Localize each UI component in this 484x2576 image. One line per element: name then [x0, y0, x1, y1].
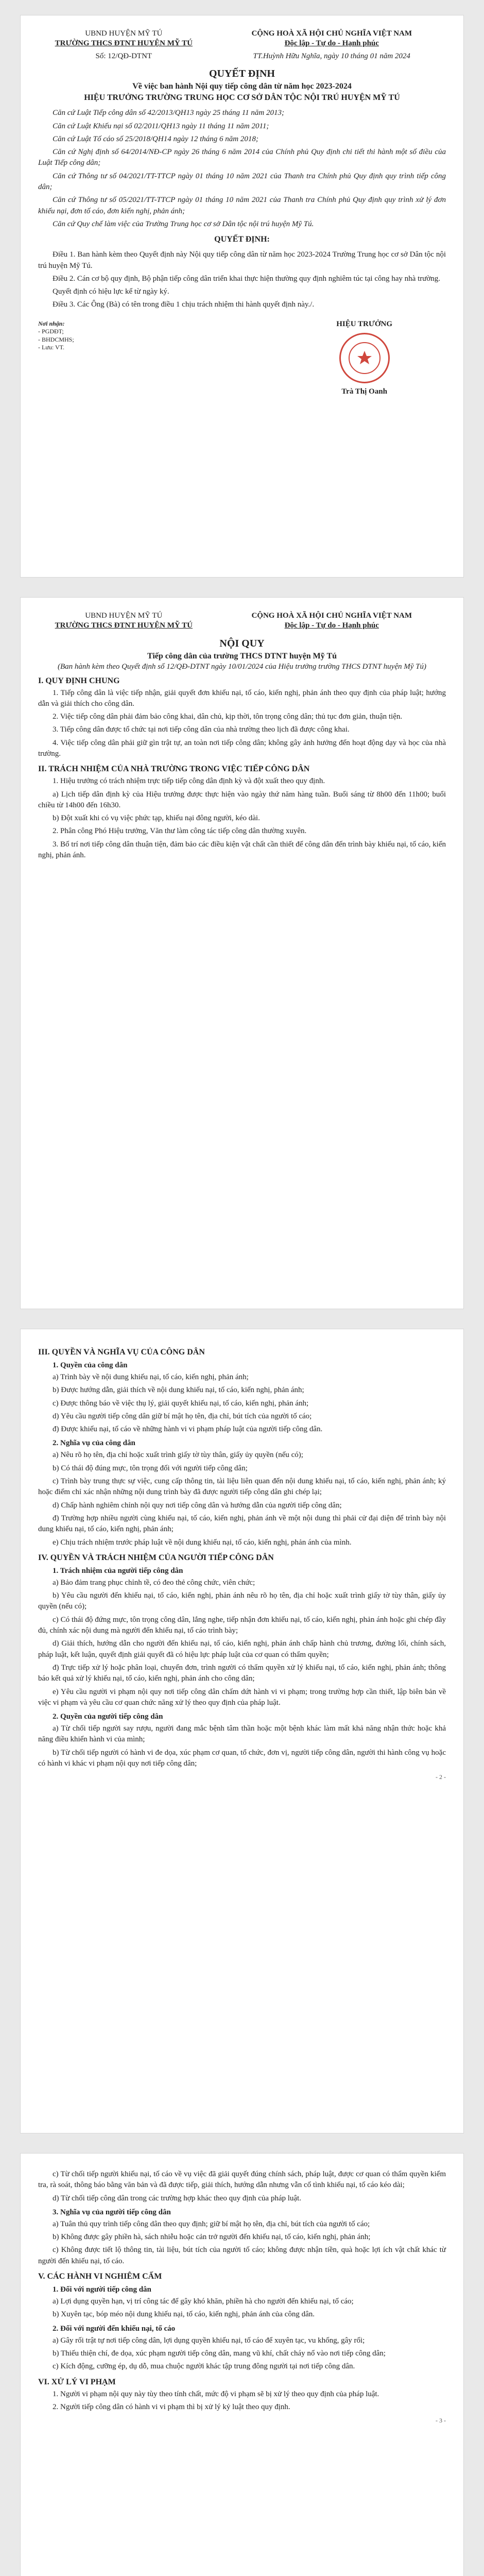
rules-page-3	[21, 2154, 463, 2576]
paragraph: c) Không được tiết lộ thông tin, tài liệu, bút tích của người tố cáo; không được nhận tiền, quà hoặc lợi ích vật chất khác từ người đến khiếu nại, tố cáo.	[38, 2246, 446, 2265]
paragraph: e) Yêu cầu người vi phạm nội quy nơi tiếp công dân chấm dứt hành vi vi phạm; trong trường hợp cần thiết, lập biên bản về việc vi phạm và yêu cầu cơ quan chức năng xử lý theo quy định của pháp luật.	[38, 1687, 446, 1707]
decision-title: QUYẾT ĐỊNH	[209, 68, 275, 80]
document-date: TT.Huỳnh Hữu Nghĩa, ngày 10 tháng 01 năm 2024	[253, 52, 410, 60]
rules-title: NỘI QUY	[219, 637, 265, 649]
page-number: - 2 -	[436, 1773, 446, 1781]
document-number: Số: 12/QĐ-DTNT	[95, 52, 152, 60]
school-name: TRƯỜNG THCS ĐTNT HUYỆN MỸ TÚ	[55, 621, 193, 630]
section-heading: V. CÁC HÀNH VI NGHIÊM CẤM	[38, 2272, 162, 2281]
decision-issuer: HIỆU TRƯỞNG TRƯỜNG TRUNG HỌC CƠ SỞ DÂN TỘC NỘI TRÚ HUYỆN MỸ TÚ	[84, 93, 400, 103]
paragraph: đ) Trường hợp nhiều người cùng khiếu nại, tố cáo, kiến nghị, phản ánh về một nội dung thì phải cử đại diện để trình bày nội dung khiếu nại, tố cáo, kiến nghị, phản ánh;	[38, 1514, 446, 1534]
article: Điều 2. Cán cơ bộ quy định, Bộ phận tiếp công dân triển khai thực hiện thường quy định nghiêm túc tại công hay nhà trường.	[53, 274, 441, 283]
legal-basis: Căn cứ Luật Tố cáo số 25/2018/QH14 ngày 12 tháng 6 năm 2018;	[53, 134, 258, 143]
paragraph: c) Trình bày trung thực sự việc, cung cấp thông tin, tài liệu liên quan đến nội dung khiếu nại, tố cáo, kiến nghị, phản ánh; ký hoặc điểm chỉ xác nhận những nội dung trình bày đã được người tiếp công dân ghi chép lại;	[38, 1477, 446, 1497]
paragraph: a) Nêu rõ họ tên, địa chỉ hoặc xuất trình giấy tờ tùy thân, giấy ủy quyền (nếu có);	[53, 1451, 303, 1460]
paragraph: a) Trình bày về nội dung khiếu nại, tố cáo, kiến nghị, phản ánh;	[53, 1373, 249, 1381]
agency-name: UBND HUYỆN MỸ TÚ	[85, 612, 163, 620]
paragraph: c) Từ chối tiếp người khiếu nại, tố cáo về vụ việc đã giải quyết đúng chính sách, pháp luật, được cơ quan có thẩm quyền kiểm tra, rà soát, thông báo bằng văn bản và đã được tiếp, giải thích, hướng dẫn nhưng vẫn cố tình khiếu nại, tố cáo kéo dài;	[38, 2170, 446, 2190]
paragraph: d) Yêu cầu người tiếp công dân giữ bí mật họ tên, địa chỉ, bút tích của người tố cáo;	[53, 1412, 312, 1420]
legal-basis: Căn cứ Thông tư số 04/2021/TT-TTCP ngày 01 tháng 10 năm 2021 của Thanh tra Chính phủ Quy định quy trình tiếp công dân;	[38, 172, 446, 192]
decision-page	[21, 15, 463, 577]
rules-note: (Ban hành kèm theo Quyết định số 12/QĐ-DTNT ngày 10/01/2024 của Hiệu trưởng trường THCS DTNT huyện Mỹ Tú)	[58, 662, 426, 671]
rules-header	[38, 611, 446, 631]
paragraph: d) Giải thích, hướng dẫn cho người đến khiếu nại, tố cáo, kiến nghị, phản ánh chấp hành chủ trương, đường lối, chính sách, pháp luật, kết luận, quyết định giải quyết đã có hiệu lực pháp luật của cơ quan có thẩm quyền;	[38, 1639, 446, 1659]
rules-page-2	[21, 1329, 463, 2133]
subsection-heading: 2. Nghĩa vụ của công dân	[53, 1439, 135, 1448]
official-stamp-icon	[339, 333, 390, 383]
paragraph: d) Từ chối tiếp công dân trong các trường hợp khác theo quy định của pháp luật.	[53, 2194, 301, 2202]
paragraph: a) Gây rối trật tự nơi tiếp công dân, lợi dụng quyền khiếu nại, tố cáo để xuyên tạc, vu khống, gây rối;	[53, 2336, 365, 2345]
paragraph: b) Đột xuất khi có vụ việc phức tạp, khiếu nại đông người, kéo dài.	[53, 814, 260, 823]
paragraph: b) Được hướng dẫn, giải thích về nội dung khiếu nại, tố cáo, kiến nghị, phản ánh;	[53, 1386, 304, 1395]
legal-basis: Căn cứ Luật Khiếu nại số 02/2011/QH13 ngày 11 tháng 11 năm 2011;	[53, 122, 269, 130]
section-heading: IV. QUYỀN VÀ TRÁCH NHIỆM CỦA NGƯỜI TIẾP CÔNG DÂN	[38, 1553, 274, 1562]
section-heading: II. TRÁCH NHIỆM CỦA NHÀ TRƯỜNG TRONG VIỆC TIẾP CÔNG DÂN	[38, 765, 310, 774]
article: Điều 1. Ban hành kèm theo Quyết định này Nội quy tiếp công dân từ năm học 2023-2024 Trường Trung học cơ sở Dân tộc nội trú huyện Mỹ Tú.	[38, 250, 446, 270]
rules-subject: Tiếp công dân của trường THCS DTNT huyện Mỹ Tú	[147, 651, 337, 660]
recipients	[38, 320, 177, 396]
paragraph: b) Thiếu thiện chí, đe dọa, xúc phạm người tiếp công dân, mang vũ khí, chất cháy nổ vào nơi tiếp công dân;	[53, 2349, 386, 2358]
paragraph: 2. Người tiếp công dân có hành vi vi phạm thì bị xử lý kỷ luật theo quy định.	[53, 2402, 290, 2411]
paragraph: b) Không được gây phiền hà, sách nhiễu hoặc cản trở người đến khiếu nại, tố cáo, kiến nghị, phản ánh;	[53, 2233, 371, 2242]
paragraph: c) Được thông báo về việc thụ lý, giải quyết khiếu nại, tố cáo, kiến nghị, phản ánh;	[53, 1399, 309, 1408]
paragraph: b) Từ chối tiếp người có hành vi đe dọa, xúc phạm cơ quan, tổ chức, đơn vị, người tiếp công dân, người thi hành công vụ hoặc có hành vi khác vi phạm nội quy nơi tiếp công dân;	[38, 1748, 446, 1768]
signer-block	[283, 320, 446, 396]
document-header	[38, 29, 446, 61]
paragraph: c) Kích động, cưỡng ép, dụ dỗ, mua chuộc người khác tập trung đông người tại nơi tiếp công dân.	[53, 2362, 355, 2371]
nation-name: CỘNG HOÀ XÃ HỘI CHỦ NGHĨA VIỆT NAM	[251, 612, 412, 620]
paragraph: b) Xuyên tạc, bóp méo nội dung khiếu nại, tố cáo, kiến nghị, phản ánh của công dân.	[53, 2310, 315, 2319]
recipient: - PGDĐT;	[38, 328, 64, 335]
recipients-label: Nơi nhận:	[38, 319, 65, 327]
nation-name: CỘNG HOÀ XÃ HỘI CHỦ NGHĨA VIỆT NAM	[251, 29, 412, 38]
page-number: - 3 -	[436, 2417, 446, 2425]
paragraph: 1. Hiệu trưởng có trách nhiệm trực tiếp tiếp công dân định kỳ và đột xuất theo quy định.	[53, 777, 325, 786]
signature-block	[38, 320, 446, 396]
rules-page-1	[21, 598, 463, 1309]
paragraph: c) Có thái độ đứng mực, tôn trọng công dân, lắng nghe, tiếp nhận đơn khiếu nại, tố cáo, kiến nghị, phản ánh hoặc ghi chép đầy đủ, chính xác nội dung mà người đến khiếu nại, tố cáo trình bày;	[38, 1615, 446, 1635]
article: Quyết định có hiệu lực kể từ ngày ký.	[53, 287, 169, 296]
section-heading: I. QUY ĐỊNH CHUNG	[38, 676, 120, 685]
decides-heading: QUYẾT ĐỊNH:	[214, 235, 270, 244]
recipient: - Lưu: VT.	[38, 344, 65, 351]
paragraph: a) Lịch tiếp dân định kỳ của Hiệu trưởng được thực hiện vào ngày thứ năm hàng tuần. Buổi sáng từ 8h00 đến 11h00; buổi chiều từ 14h00 đến 16h30.	[38, 790, 446, 809]
paragraph: 1. Người vi phạm nội quy này tùy theo tính chất, mức độ vi phạm sẽ bị xử lý theo quy định của pháp luật.	[53, 2389, 379, 2398]
paragraph: 2. Phân công Phó Hiệu trưởng, Văn thư làm công tác tiếp công dân thường xuyên.	[53, 827, 307, 836]
article: Điều 3. Các Ông (Bà) có tên trong điều 1 chịu trách nhiệm thi hành quyết định này./.	[53, 300, 315, 309]
paragraph: đ) Trực tiếp xử lý hoặc phân loại, chuyển đơn, trình người có thẩm quyền xử lý khiếu nại, tố cáo, kiến nghị, phản ánh; thông báo kết quả xử lý khiếu nại, tố cáo, kiến nghị, phản ánh cho công dân;	[38, 1663, 446, 1683]
paragraph: 3. Bố trí nơi tiếp công dân thuận tiện, đảm bảo các điều kiện vật chất cần thiết để công dân đến trình bày khiếu nại, tố cáo, kiến nghị, phản ánh.	[38, 840, 446, 860]
legal-basis: Căn cứ Nghị định số 64/2014/NĐ-CP ngày 26 tháng 6 năm 2014 của Chính phủ Quy định chi tiết thi hành một số điều của Luật Tiếp công dân;	[38, 148, 446, 167]
paragraph: a) Bảo đảm trang phục chỉnh tề, có đeo thẻ công chức, viên chức;	[53, 1578, 255, 1587]
legal-basis: Căn cứ Luật Tiếp công dân số 42/2013/QH13 ngày 25 tháng 11 năm 2013;	[53, 109, 284, 117]
paragraph: 1. Tiếp công dân là việc tiếp nhận, giải quyết đơn khiếu nại, tố cáo, kiến nghị, phản ánh theo quy định của pháp luật; hướng dẫn và giải thích cho công dân.	[38, 688, 446, 708]
subsection-heading: 1. Quyền của công dân	[53, 1361, 128, 1369]
legal-bases	[38, 108, 446, 230]
paragraph: b) Yêu cầu người đến khiếu nại, tố cáo, kiến nghị, phản ánh nêu rõ họ tên, địa chỉ hoặc xuất trình giấy tờ tùy thân, giấy ủy quyền (nếu có);	[38, 1591, 446, 1611]
nation-motto: Độc lập - Tự do - Hạnh phúc	[284, 621, 379, 630]
sign-title: HIỆU TRƯỞNG	[336, 319, 392, 328]
paragraph: a) Từ chối tiếp người say rượu, người đang mắc bệnh tâm thần hoặc một bệnh khác làm mất khả năng nhận thức hoặc khả năng điều khiển hành vi của mình;	[38, 1724, 446, 1744]
school-name: TRƯỜNG THCS ĐTNT HUYỆN MỸ TÚ	[55, 39, 193, 47]
section-heading: III. QUYỀN VÀ NGHĨA VỤ CỦA CÔNG DÂN	[38, 1348, 205, 1357]
paragraph: a) Tuân thủ quy trình tiếp công dân theo quy định; giữ bí mật họ tên, địa chỉ, bút tích của người tố cáo;	[53, 2219, 370, 2228]
paragraph: 4. Việc tiếp công dân phải giữ gìn trật tự, an toàn nơi tiếp công dân; không gây ảnh hưởng đến hoạt động dạy và học của nhà trường.	[38, 738, 446, 758]
paragraph: đ) Được khiếu nại, tố cáo về những hành vi vi phạm pháp luật của người tiếp công dân.	[53, 1425, 323, 1434]
paragraph: e) Chịu trách nhiệm trước pháp luật về nội dung khiếu nại, tố cáo, kiến nghị, phản ánh của mình.	[53, 1538, 352, 1547]
paragraph: 2. Việc tiếp công dân phải đảm bảo công khai, dân chủ, kịp thời, tôn trọng công dân; thủ tục đơn giản, thuận tiện.	[53, 713, 403, 721]
subsection-heading: 1. Đối với người tiếp công dân	[53, 2285, 151, 2294]
subsection-heading: 2. Đối với người đến khiếu nại, tố cáo	[53, 2324, 176, 2333]
subsection-heading: 2. Quyền của người tiếp công dân	[53, 1713, 163, 1721]
paragraph: a) Lợi dụng quyền hạn, vị trí công tác để gây khó khăn, phiền hà cho người đến khiếu nại, tố cáo;	[53, 2297, 354, 2306]
legal-basis: Căn cứ Thông tư số 05/2021/TT-TTCP ngày 01 tháng 10 năm 2021 của Thanh tra Chính phủ Quy định quy trình xử lý đơn khiếu nại, đơn tố cáo, đơn kiến nghị, phản ánh;	[38, 196, 446, 215]
signer-name: Trà Thị Oanh	[341, 387, 387, 396]
paragraph: d) Chấp hành nghiêm chỉnh nội quy nơi tiếp công dân và hướng dẫn của người tiếp công dân;	[53, 1501, 342, 1510]
paragraph: b) Có thái độ đúng mực, tôn trọng đối với người tiếp công dân;	[53, 1464, 248, 1472]
decision-subject: Về việc ban hành Nội quy tiếp công dân từ năm học 2023-2024	[132, 82, 352, 91]
paragraph: 3. Tiếp công dân được tổ chức tại nơi tiếp công dân của nhà trường theo lịch đã được công khai.	[53, 725, 350, 734]
section-heading: VI. XỬ LÝ VI PHẠM	[38, 2377, 116, 2386]
nation-motto: Độc lập - Tự do - Hạnh phúc	[284, 39, 379, 47]
subsection-heading: 3. Nghĩa vụ của người tiếp công dân	[53, 2208, 171, 2216]
agency-name: UBND HUYỆN MỸ TÚ	[85, 29, 163, 38]
legal-basis: Căn cứ Quy chế làm việc của Trường Trung học cơ sở Dân tộc nội trú huyện Mỹ Tú.	[53, 219, 314, 228]
subsection-heading: 1. Trách nhiệm của người tiếp công dân	[53, 1566, 183, 1575]
recipient: - BHDCMHS;	[38, 335, 74, 343]
